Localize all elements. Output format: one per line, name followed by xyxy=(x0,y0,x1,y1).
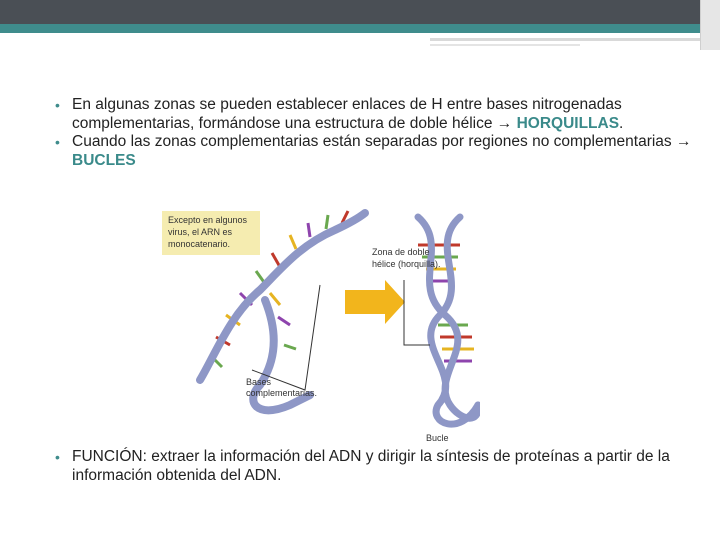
bullet-text: Cuando las zonas complementarias están separadas por regiones no complementarias → xyxy=(72,133,692,150)
label-pairs-1: Bases xyxy=(246,377,272,387)
note-line-3: monocatenario. xyxy=(168,239,231,249)
bullet-item-function xyxy=(52,448,692,485)
bullet-list xyxy=(52,96,692,170)
title-bar-dark xyxy=(0,0,720,24)
function-bullet-list xyxy=(52,448,692,485)
highlight-hairpins: HORQUILLAS xyxy=(516,114,620,132)
bullet-dot: • xyxy=(55,449,60,465)
decorative-rule-short xyxy=(430,44,580,46)
bullet-dot: • xyxy=(55,134,60,150)
note-line-2: virus, el ARN es xyxy=(168,227,233,237)
bullet-item-loops xyxy=(52,133,692,170)
bullet-text: En algunas zonas se pueden establecer enlaces de H entre bases nitrogenadas complementarias, formándose una estructura de doble hélice → xyxy=(72,96,622,132)
hairpin-pointer xyxy=(404,280,430,345)
decorative-rule xyxy=(430,38,720,41)
bullet-dot: • xyxy=(55,97,60,113)
bullet-text-function: FUNCIÓN: extraer la información del ADN y dirigir la síntesis de proteínas a partir de la información obtenida del ADN. xyxy=(72,448,670,484)
label-pairs-2: complementarias. xyxy=(246,388,318,398)
title-bar-accent xyxy=(0,24,720,33)
bullet-item-hairpins xyxy=(52,96,692,133)
label-loop: Bucle xyxy=(426,433,449,443)
bullet-text-end: . xyxy=(619,114,624,132)
label-hairpin-1: Zona de doble xyxy=(372,247,430,257)
transition-arrow xyxy=(345,280,405,324)
note-line-1: Excepto en algunos xyxy=(168,215,248,225)
rna-structure-figure xyxy=(160,205,480,445)
label-hairpin-2: hélice (horquilla). xyxy=(372,259,441,269)
corner-decoration xyxy=(700,0,720,50)
highlight-loops: BUCLES xyxy=(72,151,136,169)
